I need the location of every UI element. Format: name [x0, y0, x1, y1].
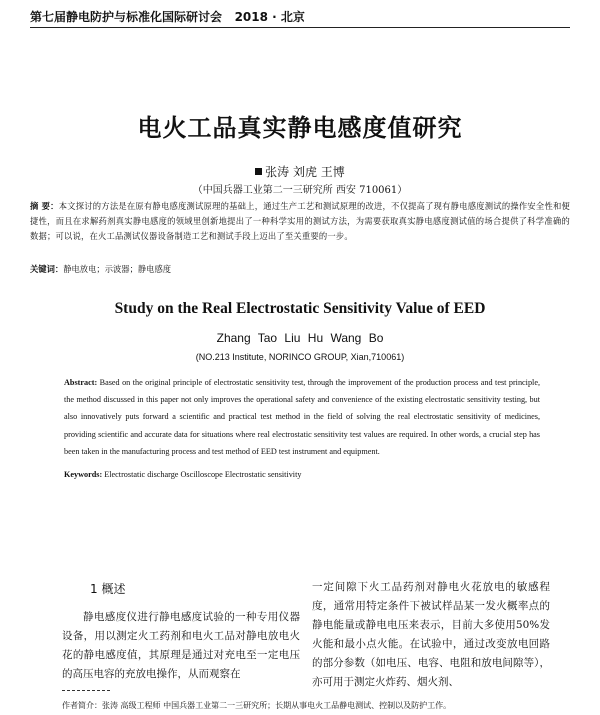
keywords-en	[64, 470, 540, 479]
authors-en: Zhang Tao Liu Hu Wang Bo	[216, 331, 384, 345]
conference-name: 第七届静电防护与标准化国际研讨会	[30, 10, 223, 24]
abstract-cn-text: 本文探讨的方法是在原有静电感度测试原理的基础上，通过生产工艺和测试原理的改进，不仅提高了现有静电感度测试的操作安全性和便捷性，而且在求解药剂真实静电感度的领域里创新地提出了一种科学实用的测试方法，为需要获取真实静电感度测试值的场合提供了科学准确的数据；可以说，在火工品测试仪器设备制造工艺和测试手段上迈出了至关重要的一步。	[30, 201, 570, 241]
keywords-cn	[30, 263, 570, 275]
body-column-right: 一定间隙下火工品药剂对静电火花放电的敏感程度，通常用特定条件下被试样品某一发火概率点的静电能量或静电电压来表示，目前大多使用50%发火能和最小点火能。在试验中，通过改变放电回路的部分参数（如电压、电容、电阻和放电间隙等），亦可用于测定火炸药、烟火剂、	[312, 581, 550, 688]
conference-header	[30, 8, 570, 25]
footnote-rule	[62, 690, 110, 691]
affiliation-cn: （中国兵器工业第二一三研究所 西安 710061）	[192, 185, 408, 196]
author-footnote: 作者简介：张涛 高级工程师 中国兵器工业第二一三研究所；长期从事电火工品静电测试、控制以及防护工作。	[62, 701, 452, 710]
body-column-left: 静电感度仪进行静电感度试验的一种专用仪器设备，用以测定火工药剂和电火工品对静电放电火花的静电感度值，其原理是通过对充电至一定电压的高压电容的充放电操作，从而观察在	[62, 611, 300, 680]
authors-cn-text: 张涛 刘虎 王博	[265, 165, 345, 179]
keywords-en-label: Keywords:	[64, 470, 103, 479]
header-rule	[30, 27, 570, 28]
authors-cn	[0, 163, 600, 180]
abstract-en-label: Abstract:	[64, 378, 98, 387]
abstract-en	[64, 374, 540, 460]
abstract-cn	[30, 199, 570, 244]
keywords-en-text: Electrostatic discharge Oscilloscope Electrostatic sensitivity	[104, 470, 302, 479]
section-title: 1 概述	[90, 582, 126, 596]
paper-title-en: Study on the Real Electrostatic Sensitivity Value of EED	[114, 300, 486, 317]
affiliation-en: (NO.213 Institute, NORINCO GROUP, Xian,710061)	[195, 352, 405, 362]
abstract-cn-label: 摘 要：	[30, 201, 59, 211]
keywords-cn-text: 静电放电；示波器；静电感度	[63, 264, 172, 274]
keywords-cn-label: 关键词：	[30, 264, 64, 274]
square-bullet-icon	[255, 168, 262, 175]
paper-title-cn: 电火工品真实静电感度值研究	[137, 113, 463, 142]
abstract-en-text: Based on the original principle of electrostatic sensitivity test, through the improvement of the production process and test principle, the method discussed in this paper not only improves the operational safety and convenience of the existing electrostatic sensitivity testing, but also innovatively puts forward a scientific and practical test method in the field of solving the real electrostatic sensitivity of medicines, providing scientific and accurate data for situations where real electrostatic sensitivity test values are required. In other words, a crucial step has been taken in the manufacturing process and test method of EED test instrument and equipment.	[64, 378, 541, 456]
conference-year-place: 2018 · 北京	[234, 10, 305, 24]
